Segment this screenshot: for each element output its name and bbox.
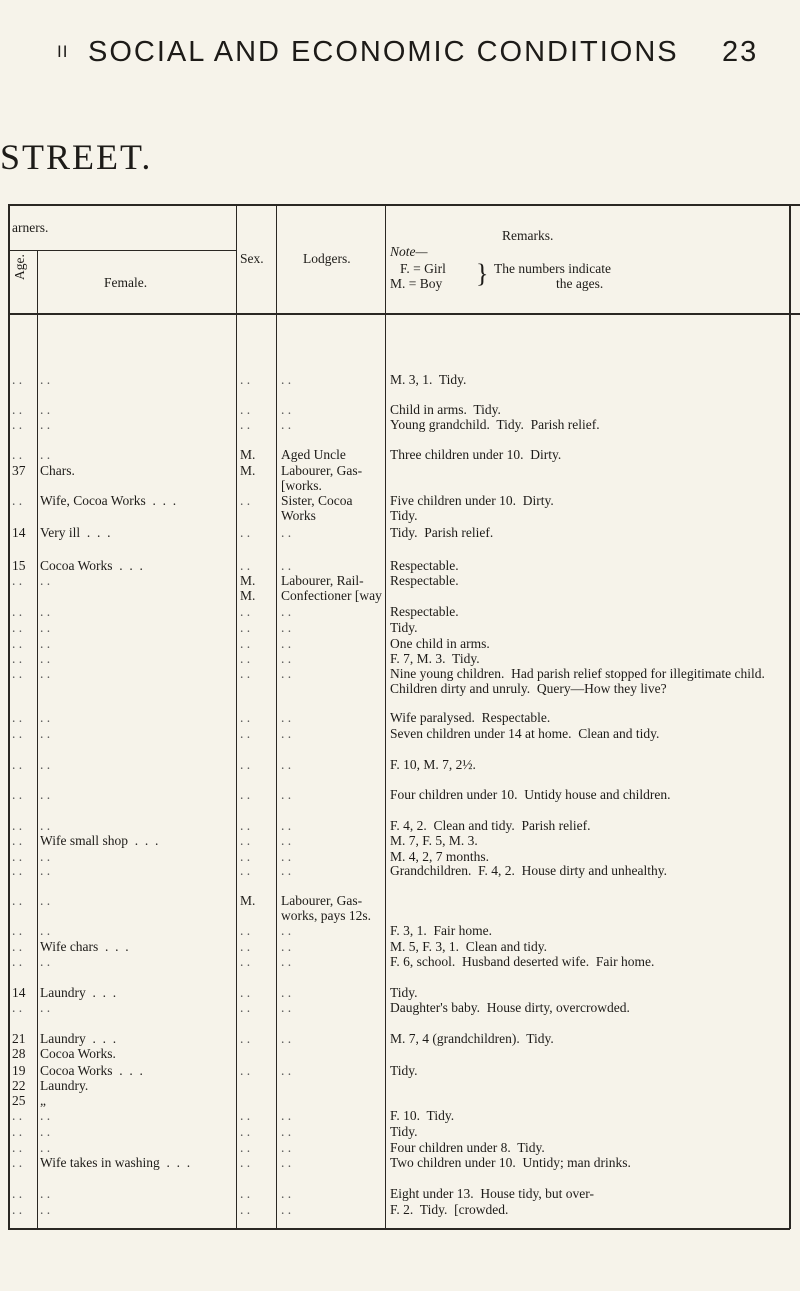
table-cell-female: „ <box>40 1093 46 1108</box>
table-cell-lodgers: . . <box>281 818 292 833</box>
table-cell-remarks: M. 7, 4 (grandchildren). Tidy. <box>390 1031 554 1046</box>
table-cell-lodgers: Aged Uncle <box>281 447 346 462</box>
table-cell-age: . . <box>12 787 23 802</box>
table-cell-remarks: Tidy. <box>390 1124 418 1139</box>
table-cell-sex: . . <box>240 726 251 741</box>
table-cell-lodgers: . . <box>281 1202 292 1217</box>
table-cell-sex: . . <box>240 651 251 666</box>
table-cell-sex: . . <box>240 849 251 864</box>
table-cell-lodgers: . . <box>281 833 292 848</box>
table-cell-female: . . <box>40 863 51 878</box>
header-remarks: Remarks. <box>502 228 554 243</box>
table-cell-sex: . . <box>240 939 251 954</box>
table-cell-sex: . . <box>240 1063 251 1078</box>
table-cell-lodgers: . . <box>281 620 292 635</box>
table-cell-age: . . <box>12 651 23 666</box>
table-cell-lodgers: . . <box>281 954 292 969</box>
table-cell-sex: . . <box>240 402 251 417</box>
table-cell-age: . . <box>12 402 23 417</box>
table-cell-age: 22 <box>12 1078 26 1093</box>
header-group-label: arners. <box>12 220 49 235</box>
table-cell-lodgers: Labourer, Rail- Confectioner [way <box>281 573 382 603</box>
table-cell-sex: . . <box>240 525 251 540</box>
table-cell-age: . . <box>12 893 23 908</box>
table-cell-age: . . <box>12 939 23 954</box>
table-cell-female: . . <box>40 923 51 938</box>
table-cell-age: . . <box>12 417 23 432</box>
table-cell-sex: . . <box>240 604 251 619</box>
table-cell-lodgers: . . <box>281 651 292 666</box>
table-cell-sex: . . <box>240 923 251 938</box>
table-cell-remarks: One child in arms. <box>390 636 490 651</box>
header-divider-rule <box>8 250 236 251</box>
table-cell-remarks: F. 6, school. Husband deserted wife. Fair home. <box>390 954 655 969</box>
table-cell-sex: . . <box>240 1000 251 1015</box>
section-title: STREET. <box>0 137 153 177</box>
key-girl: F. = Girl <box>400 261 446 276</box>
table-cell-age: . . <box>12 666 23 681</box>
table-cell-female: . . <box>40 573 51 588</box>
table-cell-female: . . <box>40 1186 51 1201</box>
table-cell-female: . . <box>40 666 51 681</box>
table-cell-age: . . <box>12 833 23 848</box>
table-cell-age: 37 <box>12 463 26 478</box>
table-cell-age: . . <box>12 923 23 938</box>
table-cell-age: . . <box>12 1186 23 1201</box>
key-brace: } <box>476 259 489 288</box>
table-cell-age: . . <box>12 1108 23 1123</box>
table-cell-female: . . <box>40 893 51 908</box>
chapter-number: II <box>57 42 69 61</box>
table-cell-remarks: Seven children under 14 at home. Clean and tidy. <box>390 726 660 741</box>
table-cell-lodgers: . . <box>281 726 292 741</box>
table-cell-lodgers: . . <box>281 666 292 681</box>
table-cell-female: . . <box>40 1124 51 1139</box>
table-cell-sex: . . <box>240 757 251 772</box>
table-cell-age: . . <box>12 1124 23 1139</box>
table-cell-remarks: F. 7, M. 3. Tidy. <box>390 651 480 666</box>
table-cell-lodgers: . . <box>281 1155 292 1170</box>
table-cell-sex: . . <box>240 818 251 833</box>
table-cell-sex: . . <box>240 787 251 802</box>
table-cell-female: . . <box>40 726 51 741</box>
table-cell-lodgers: . . <box>281 849 292 864</box>
table-cell-sex: . . <box>240 833 251 848</box>
table-cell-remarks: F. 10. Tidy. <box>390 1108 455 1123</box>
table-cell-female: . . <box>40 651 51 666</box>
table-cell-sex: . . <box>240 493 251 508</box>
table-cell-sex: . . <box>240 985 251 1000</box>
table-cell-sex: M. <box>240 463 256 478</box>
table-cell-remarks: Wife paralysed. Respectable. <box>390 710 551 725</box>
table-cell-lodgers: . . <box>281 372 292 387</box>
header-lodgers: Lodgers. <box>303 251 351 266</box>
table-cell-female: Wife, Cocoa Works . . . <box>40 493 177 508</box>
table-cell-remarks: Four children under 8. Tidy. <box>390 1140 545 1155</box>
table-bottom-rule <box>8 1228 790 1230</box>
table-cell-sex: . . <box>240 710 251 725</box>
table-cell-age: . . <box>12 493 23 508</box>
table-cell-sex: . . <box>240 666 251 681</box>
table-cell-female: . . <box>40 1202 51 1217</box>
table-cell-female: . . <box>40 757 51 772</box>
table-cell-female: . . <box>40 636 51 651</box>
sex-column-rule <box>276 204 277 1229</box>
table-cell-age: . . <box>12 710 23 725</box>
table-cell-lodgers: . . <box>281 787 292 802</box>
table-cell-age: 21 <box>12 1031 26 1046</box>
table-cell-female: Wife takes in washing . . . <box>40 1155 191 1170</box>
table-cell-remarks: Four children under 10. Untidy house and children. <box>390 787 671 802</box>
table-cell-lodgers: . . <box>281 1108 292 1123</box>
table-cell-female: . . <box>40 954 51 969</box>
table-cell-female: Very ill . . . <box>40 525 111 540</box>
table-cell-female: . . <box>40 372 51 387</box>
table-cell-female: Cocoa Works . . . <box>40 558 143 573</box>
table-cell-age: 14 <box>12 985 26 1000</box>
table-cell-female: . . <box>40 849 51 864</box>
table-cell-remarks: Nine young children. Had parish relief stopped for illegitimate child. Children dirty and unruly. Query—How they live? <box>390 666 772 696</box>
table-cell-female: . . <box>40 787 51 802</box>
table-cell-age: . . <box>12 1140 23 1155</box>
table-cell-age: 19 <box>12 1063 26 1078</box>
table-cell-remarks: Two children under 10. Untidy; man drinks. <box>390 1155 631 1170</box>
table-cell-age: . . <box>12 620 23 635</box>
table-cell-remarks: Respectable. <box>390 604 459 619</box>
table-cell-lodgers: . . <box>281 417 292 432</box>
header-female: Female. <box>104 275 148 290</box>
table-cell-remarks: Eight under 13. House tidy, but over- <box>390 1186 594 1201</box>
table-left-border <box>8 204 10 1229</box>
table-cell-age: . . <box>12 849 23 864</box>
table-cell-age: . . <box>12 573 23 588</box>
table-cell-sex: . . <box>240 620 251 635</box>
table-cell-female: Laundry . . . <box>40 1031 117 1046</box>
table-cell-remarks: Young grandchild. Tidy. Parish relief. <box>390 417 600 432</box>
table-cell-sex: . . <box>240 558 251 573</box>
table-cell-female: Wife chars . . . <box>40 939 129 954</box>
table-cell-lodgers: . . <box>281 1124 292 1139</box>
table-cell-remarks: Respectable. <box>390 558 459 573</box>
table-cell-age: . . <box>12 1000 23 1015</box>
table-cell-female: . . <box>40 710 51 725</box>
header-bottom-rule <box>8 313 800 315</box>
table-cell-sex: M. M. <box>240 573 256 603</box>
table-cell-female: . . <box>40 417 51 432</box>
table-cell-age: . . <box>12 757 23 772</box>
table-cell-sex: . . <box>240 1186 251 1201</box>
table-cell-sex: . . <box>240 954 251 969</box>
table-cell-sex: . . <box>240 417 251 432</box>
running-title: SOCIAL AND ECONOMIC CONDITIONS <box>88 36 679 68</box>
table-cell-lodgers: . . <box>281 636 292 651</box>
table-cell-lodgers: . . <box>281 558 292 573</box>
table-cell-sex: . . <box>240 1155 251 1170</box>
table-cell-sex: M. <box>240 893 256 908</box>
table-cell-age: . . <box>12 863 23 878</box>
table-cell-lodgers: . . <box>281 1031 292 1046</box>
table-cell-remarks: M. 7, F. 5, M. 3. <box>390 833 478 848</box>
table-cell-lodgers: . . <box>281 604 292 619</box>
table-cell-female: . . <box>40 1108 51 1123</box>
table-cell-age: . . <box>12 447 23 462</box>
table-cell-age: 28 <box>12 1046 26 1061</box>
table-cell-sex: . . <box>240 1108 251 1123</box>
table-cell-lodgers: Labourer, Gas- [works. <box>281 463 363 493</box>
table-cell-lodgers: . . <box>281 923 292 938</box>
table-cell-female: . . <box>40 1000 51 1015</box>
header-age: Age. <box>12 254 27 280</box>
table-cell-lodgers: Sister, Cocoa Works <box>281 493 353 523</box>
table-cell-sex: . . <box>240 1202 251 1217</box>
table-cell-lodgers: . . <box>281 1186 292 1201</box>
table-cell-female: . . <box>40 604 51 619</box>
table-cell-female: Laundry . . . <box>40 985 117 1000</box>
table-cell-age: . . <box>12 372 23 387</box>
table-cell-female: Cocoa Works. <box>40 1046 116 1061</box>
table-cell-remarks: Tidy. <box>390 985 418 1000</box>
table-cell-lodgers: . . <box>281 1000 292 1015</box>
female-column-rule <box>236 204 237 1229</box>
table-right-border <box>789 204 791 1229</box>
table-cell-age: . . <box>12 954 23 969</box>
table-cell-lodgers: . . <box>281 939 292 954</box>
table-cell-lodgers: . . <box>281 985 292 1000</box>
table-cell-female: . . <box>40 447 51 462</box>
table-cell-remarks: Respectable. <box>390 573 459 588</box>
table-cell-age: . . <box>12 818 23 833</box>
age-column-rule <box>37 250 38 1229</box>
table-cell-female: . . <box>40 620 51 635</box>
table-cell-female: Laundry. <box>40 1078 89 1093</box>
table-cell-female: Cocoa Works . . . <box>40 1063 143 1078</box>
page-number: 23 <box>722 36 759 68</box>
table-cell-remarks: M. 3, 1. Tidy. <box>390 372 467 387</box>
table-cell-remarks: Grandchildren. F. 4, 2. House dirty and unhealthy. <box>390 863 667 878</box>
table-cell-female: . . <box>40 818 51 833</box>
table-cell-sex: . . <box>240 1124 251 1139</box>
table-cell-lodgers: . . <box>281 1063 292 1078</box>
table-cell-lodgers: . . <box>281 710 292 725</box>
table-cell-age: 15 <box>12 558 26 573</box>
key-text-2: the ages. <box>556 276 604 291</box>
table-cell-remarks: Five children under 10. Dirty. Tidy. <box>390 493 554 523</box>
header-note: Note— <box>390 244 428 259</box>
table-cell-female: . . <box>40 402 51 417</box>
table-cell-age: 25 <box>12 1093 26 1108</box>
table-cell-age: . . <box>12 1155 23 1170</box>
table-cell-lodgers: . . <box>281 757 292 772</box>
table-cell-sex: . . <box>240 1031 251 1046</box>
table-cell-age: . . <box>12 636 23 651</box>
table-cell-sex: . . <box>240 863 251 878</box>
table-cell-lodgers: . . <box>281 402 292 417</box>
table-cell-age: . . <box>12 604 23 619</box>
table-cell-remarks: Daughter's baby. House dirty, overcrowded. <box>390 1000 630 1015</box>
table-cell-lodgers: Labourer, Gas- works, pays 12s. <box>281 893 371 923</box>
table-cell-age: . . <box>12 1202 23 1217</box>
table-cell-remarks: F. 2. Tidy. [crowded. <box>390 1202 509 1217</box>
table-cell-remarks: Tidy. Parish relief. <box>390 525 494 540</box>
lodgers-column-rule <box>385 204 386 1229</box>
table-cell-remarks: M. 4, 2, 7 months. <box>390 849 490 864</box>
table-cell-female: Wife small shop . . . <box>40 833 159 848</box>
table-cell-sex: . . <box>240 372 251 387</box>
table-cell-female: . . <box>40 1140 51 1155</box>
table-cell-remarks: Three children under 10. Dirty. <box>390 447 562 462</box>
table-cell-age: 14 <box>12 525 26 540</box>
table-cell-remarks: F. 10, M. 7, 2½. <box>390 757 476 772</box>
table-cell-remarks: Child in arms. Tidy. <box>390 402 501 417</box>
table-cell-lodgers: . . <box>281 525 292 540</box>
table-cell-sex: M. <box>240 447 256 462</box>
key-text-1: The numbers indicate <box>494 261 611 276</box>
table-cell-remarks: Tidy. <box>390 620 418 635</box>
table-cell-sex: . . <box>240 636 251 651</box>
table-cell-lodgers: . . <box>281 863 292 878</box>
table-cell-remarks: F. 4, 2. Clean and tidy. Parish relief. <box>390 818 591 833</box>
table-cell-lodgers: . . <box>281 1140 292 1155</box>
table-cell-sex: . . <box>240 1140 251 1155</box>
table-cell-remarks: M. 5, F. 3, 1. Clean and tidy. <box>390 939 548 954</box>
key-boy: M. = Boy <box>390 276 443 291</box>
table-cell-age: . . <box>12 726 23 741</box>
table-cell-female: Chars. <box>40 463 75 478</box>
table-cell-remarks: Tidy. <box>390 1063 418 1078</box>
header-sex: Sex. <box>240 251 264 266</box>
table-top-rule <box>8 204 800 206</box>
table-cell-remarks: F. 3, 1. Fair home. <box>390 923 493 938</box>
